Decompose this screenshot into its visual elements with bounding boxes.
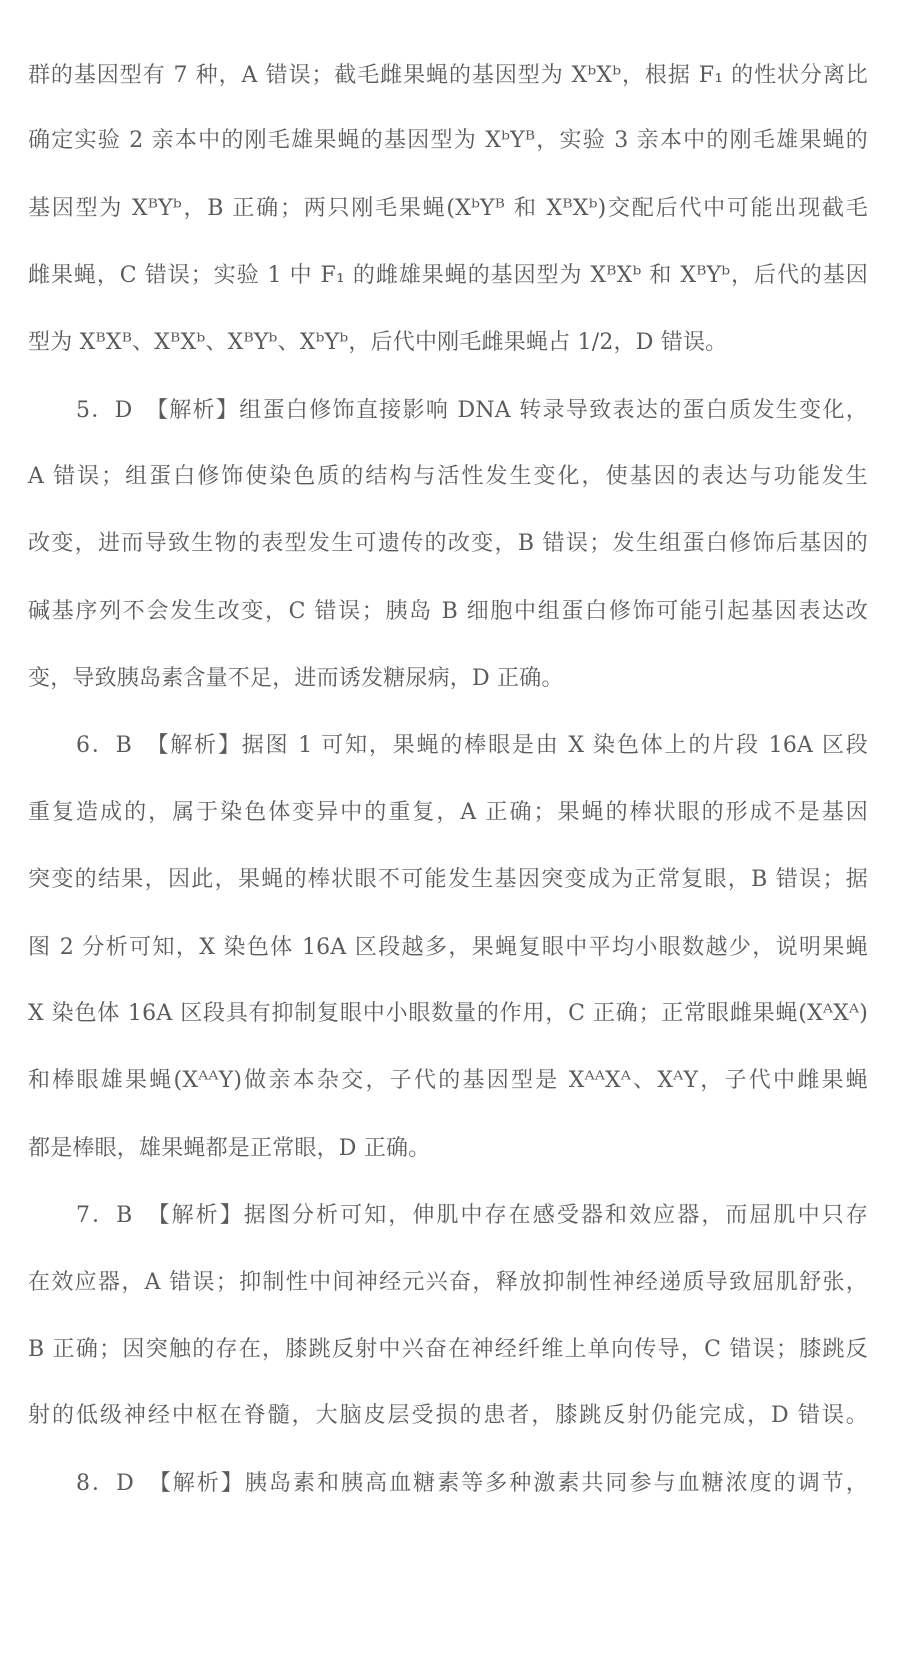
text-line: 和棒眼雄果蝇(XᴬᴬY)做亲本杂交，子代的基因型是 XᴬᴬXᴬ、XᴬY，子代中雌果蝇 (28, 1068, 868, 1093)
text-line: 变，导致胰岛素含量不足，进而诱发糖尿病，D 正确。 (28, 666, 564, 691)
text-line: 确定实验 2 亲本中的刚毛雄果蝇的基因型为 XᵇYᴮ，实验 3 亲本中的刚毛雄果蝇的 (28, 128, 868, 153)
answer-8-heading: 8．D 【解析】胰岛素和胰高血糖素等多种激素共同参与血糖浓度的调节， (76, 1471, 868, 1496)
text-line: 都是棒眼，雄果蝇都是正常眼，D 正确。 (28, 1136, 431, 1161)
text-line: A 错误；组蛋白修饰使染色质的结构与活性发生变化，使基因的表达与功能发生 (28, 464, 868, 489)
text-line: 雌果蝇，C 错误；实验 1 中 F₁ 的雌雄果蝇的基因型为 XᴮXᵇ 和 XᴮYᵇ，后代的基因 (28, 263, 868, 288)
text-line: 碱基序列不会发生改变，C 错误；胰岛 B 细胞中组蛋白修饰可能引起基因表达改 (28, 599, 868, 624)
text-line: 射的低级神经中枢在脊髓，大脑皮层受损的患者，膝跳反射仍能完成，D 错误。 (28, 1403, 868, 1428)
text-line: 图 2 分析可知，X 染色体 16A 区段越多，果蝇复眼中平均小眼数越少，说明果蝇 (28, 935, 868, 960)
text-line: 基因型为 XᴮYᵇ，B 正确；两只刚毛果蝇(XᵇYᴮ 和 XᴮXᵇ)交配后代中可能出现截毛 (28, 196, 868, 221)
answer-5-heading: 5．D 【解析】组蛋白修饰直接影响 DNA 转录导致表达的蛋白质发生变化， (76, 398, 868, 423)
answer-6-heading: 6．B 【解析】据图 1 可知，果蝇的棒眼是由 X 染色体上的片段 16A 区段 (76, 733, 868, 758)
text-line: 群的基因型有 7 种，A 错误；截毛雌果蝇的基因型为 XᵇXᵇ，根据 F₁ 的性状分离比 (28, 63, 868, 88)
text-line: 重复造成的，属于染色体变异中的重复，A 正确；果蝇的棒状眼的形成不是基因 (28, 800, 868, 825)
text-line: 在效应器，A 错误；抑制性中间神经元兴奋，释放抑制性神经递质导致屈肌舒张， (28, 1270, 868, 1295)
text-line: X 染色体 16A 区段具有抑制复眼中小眼数量的作用，C 正确；正常眼雌果蝇(XᴬXᴬ) (28, 1001, 868, 1026)
text-line: 突变的结果，因此，果蝇的棒状眼不可能发生基因突变成为正常复眼，B 错误；据 (28, 867, 868, 892)
text-line: B 正确；因突触的存在，膝跳反射中兴奋在神经纤维上单向传导，C 错误；膝跳反 (28, 1337, 868, 1362)
text-line: 改变，进而导致生物的表型发生可遗传的改变，B 错误；发生组蛋白修饰后基因的 (28, 531, 868, 556)
answer-7-heading: 7．B 【解析】据图分析可知，伸肌中存在感受器和效应器，而屈肌中只存 (76, 1203, 868, 1228)
text-line: 型为 XᴮXᴮ、XᴮXᵇ、XᴮYᵇ、XᵇYᵇ，后代中刚毛雌果蝇占 1/2，D 错误。 (28, 330, 728, 355)
